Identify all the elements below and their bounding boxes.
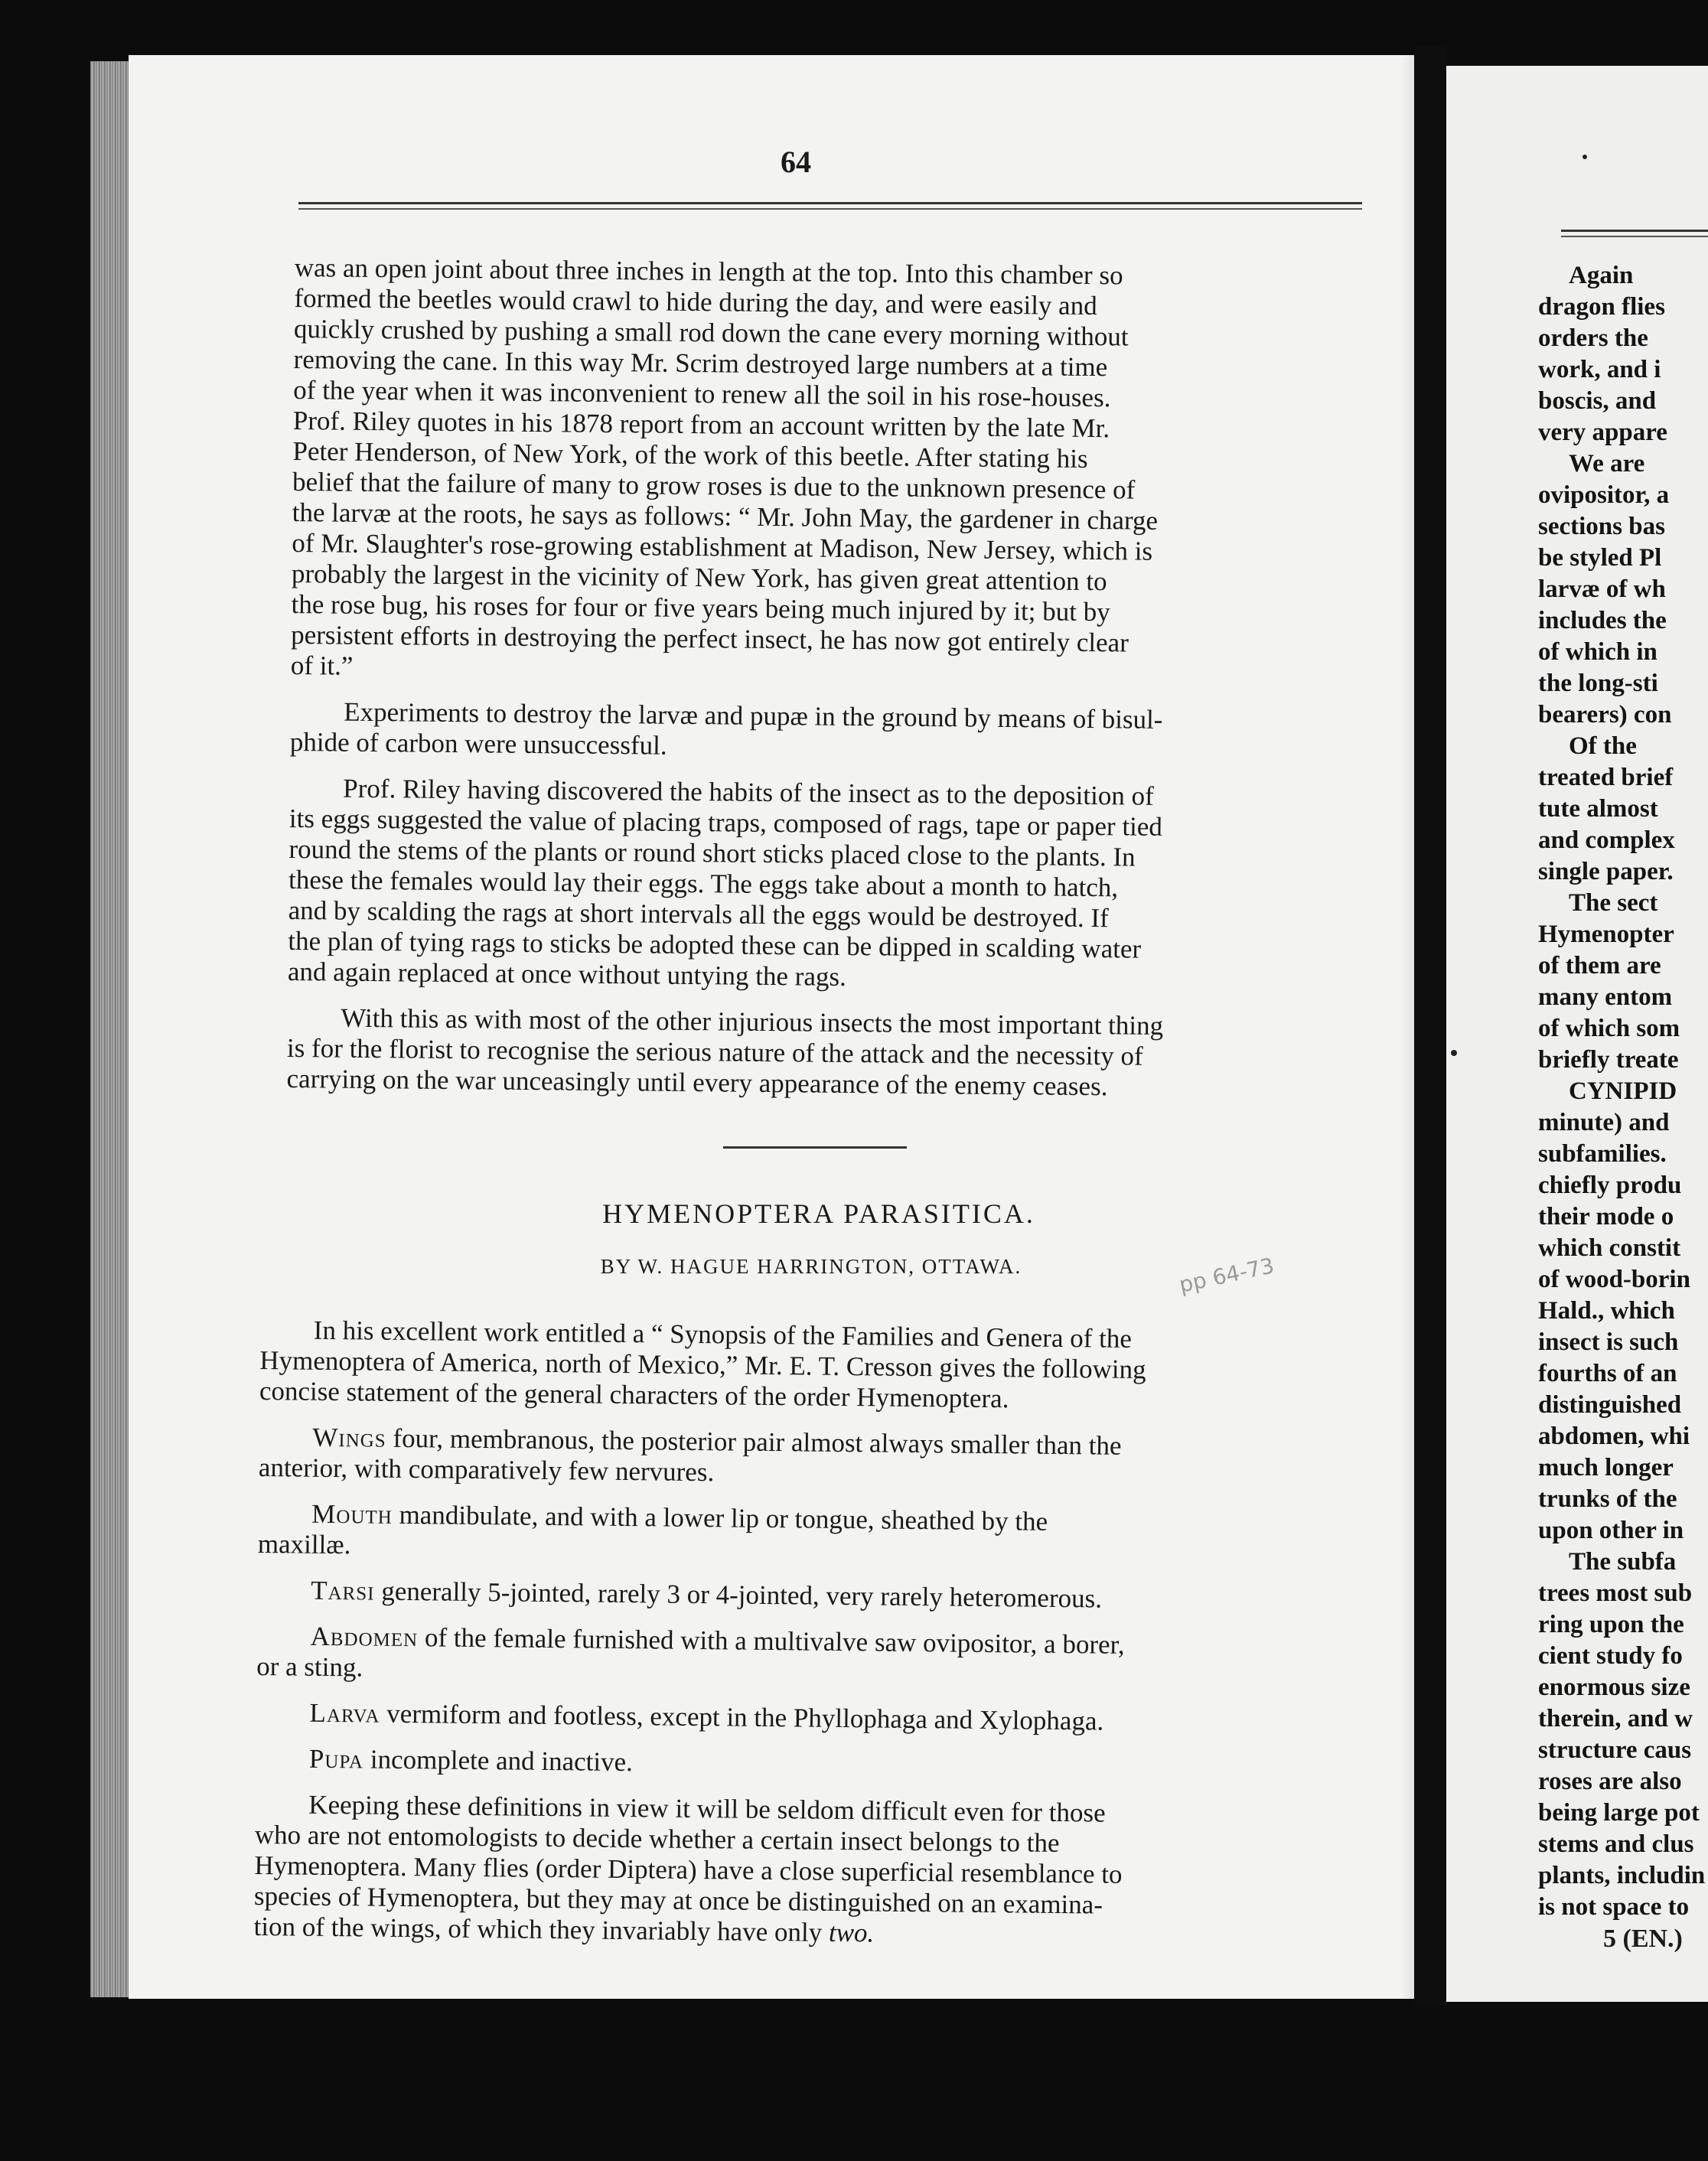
right-page-line: Of the — [1569, 732, 1637, 760]
body-line: was an open joint about three inches in length at the top. Into this chamber so — [294, 253, 1123, 291]
right-page-line: which constit — [1538, 1234, 1681, 1262]
right-page-line: therein, and w — [1538, 1705, 1693, 1732]
body-line: Peter Henderson, of New York, of the work of this beetle. After stating his — [292, 435, 1088, 474]
right-page-line: the long-sti — [1538, 670, 1658, 697]
right-page-line: very appare — [1538, 419, 1667, 446]
definition-term: Wings — [312, 1422, 386, 1453]
right-page-line: many entom — [1538, 983, 1673, 1011]
article-body — [253, 1315, 1347, 1954]
body-line: persistent efforts in destroying the perfect insect, he has now got entirely clear — [291, 619, 1129, 658]
body-line: round the stems of the plants or round short sticks placed close to the plants. In — [288, 833, 1136, 872]
closing-line: Keeping these definitions in view it will be seldom difficult even for those — [308, 1789, 1106, 1828]
definition-text: four, membranous, the posterior pair almost always smaller than the — [393, 1423, 1122, 1461]
definition-pupa — [256, 1743, 1342, 1785]
right-page-line: ovipositor, a — [1538, 481, 1670, 509]
right-page-line: much longer — [1538, 1454, 1674, 1481]
book-gutter — [1414, 46, 1446, 2005]
definition-term: Tarsi — [311, 1575, 375, 1606]
closing-line: species of Hymenoptera, but they may at once be distinguished on an examina- — [253, 1880, 1103, 1920]
page-speck — [1451, 1050, 1457, 1056]
right-header-rule — [1561, 230, 1708, 237]
intro-line: In his excellent work entitled a “ Synopsis of the Families and Genera of the — [313, 1315, 1133, 1354]
italic-word: two. — [828, 1917, 875, 1948]
right-page-line: We are — [1569, 450, 1645, 478]
definition-tarsi — [257, 1575, 1344, 1617]
definition-text: of the female furnished with a multivalve saw ovipositor, a borer, — [424, 1622, 1125, 1660]
body-line: Prof. Riley quotes in his 1878 report from an account written by the late Mr. — [292, 405, 1110, 444]
right-page-line: subfamilies. — [1538, 1140, 1667, 1168]
page-speck — [1583, 155, 1587, 159]
right-page-line: sections bas — [1538, 513, 1665, 540]
right-page-line: plants, includin — [1538, 1862, 1706, 1889]
right-page-line: stems and clus — [1538, 1830, 1694, 1858]
right-page-line: fourths of an — [1538, 1360, 1677, 1387]
right-page-line: treated brief — [1538, 764, 1674, 791]
right-page-line: be styled Pl — [1538, 544, 1662, 572]
body-line: phide of carbon were unsuccessful. — [289, 726, 667, 761]
body-line: belief that the failure of many to grow roses is due to the unknown presence of — [292, 466, 1136, 505]
body-line: and by scalding the rags at short intervals all the eggs would be destroyed. If — [288, 895, 1109, 934]
definition-term: Abdomen — [310, 1621, 419, 1653]
right-page-line: boscis, and — [1538, 387, 1657, 415]
article-byline: BY W. HAGUE HARRINGTON, OTTAWA. — [600, 1255, 1022, 1278]
right-page-line: Hymenopter — [1538, 921, 1674, 948]
right-page-line: Hald., which — [1538, 1297, 1675, 1325]
definition-text: vermiform and footless, except in the Phyllophaga and Xylophaga. — [386, 1698, 1104, 1736]
body-line: its eggs suggested the value of placing traps, composed of rags, tape or paper tied — [288, 803, 1163, 842]
body-line: the rose bug, his roses for four or five years being much injured by it; but by — [291, 588, 1110, 627]
right-page-line: upon other in — [1538, 1517, 1684, 1544]
body-line: With this as with most of the other injurious insects the most important thing — [341, 1002, 1164, 1041]
body-line: formed the beetles would crawl to hide during the day, and were easily and — [294, 282, 1097, 321]
right-page-line: distinguished — [1538, 1391, 1682, 1419]
right-page-line: cient study fo — [1538, 1642, 1683, 1670]
right-page-line: chiefly produ — [1538, 1172, 1682, 1199]
right-page-line: abdomen, whi — [1538, 1423, 1690, 1450]
body-line: the plan of tying rags to sticks be adopted these can be dipped in scalding water — [288, 925, 1142, 964]
right-page-line: trunks of the — [1538, 1485, 1677, 1513]
page-number: 64 — [781, 145, 811, 179]
right-page-line: includes the — [1538, 607, 1667, 634]
right-page-line: single paper. — [1538, 858, 1674, 885]
definition-text: incomplete and inactive. — [370, 1744, 634, 1778]
intro-line: Hymenoptera of America, north of Mexico,” Mr. E. T. Cresson gives the following — [259, 1345, 1146, 1385]
definition-term: Pupa — [308, 1743, 364, 1775]
right-page-line: is not space to — [1538, 1893, 1690, 1921]
body-line: and again replaced at once without untying the rags. — [287, 956, 847, 992]
body-line: probably the largest in the vicinity of New York, has given great attention to — [291, 558, 1107, 597]
right-page-line: their mode o — [1538, 1203, 1674, 1230]
body-line: the larvæ at the roots, he says as follows: “ Mr. John May, the gardener in charge — [292, 497, 1159, 536]
right-page-line: dragon flies — [1538, 293, 1665, 321]
continued-article-text — [286, 253, 1359, 1104]
intro-line: concise statement of the general characters of the order Hymenoptera. — [259, 1375, 1009, 1414]
definition-term: Mouth — [311, 1498, 393, 1530]
right-page-line: tute almost — [1538, 795, 1658, 823]
body-line: removing the cane. In this way Mr. Scrim destroyed large numbers at a time — [293, 344, 1108, 383]
pencil-annotation: pp 64-73 — [1176, 1253, 1276, 1298]
body-line: Prof. Riley having discovered the habits of the insect as to the deposition of — [343, 773, 1154, 811]
right-page-line: enormous size — [1538, 1674, 1690, 1701]
body-line: Experiments to destroy the larvæ and pupæ in the ground by means of bisul- — [344, 696, 1163, 735]
right-page-text — [1538, 260, 1708, 1923]
closing-line: Hymenoptera. Many flies (order Diptera) have a close superficial resemblance to — [254, 1850, 1123, 1889]
right-page-line: of which som — [1538, 1015, 1680, 1042]
right-page-line: CYNIPID — [1569, 1077, 1677, 1105]
body-line: of Mr. Slaughter's rose-growing establishment at Madison, New Jersey, which is — [292, 527, 1153, 566]
closing-line: tion of the wings, of which they invariably have only — [253, 1911, 823, 1948]
definition-text: mandibulate, and with a lower lip or tongue, sheathed by the — [399, 1499, 1048, 1537]
definition-line: or a sting. — [256, 1651, 363, 1683]
right-page-line: insect is such — [1538, 1328, 1679, 1356]
article-title: HYMENOPTERA PARASITICA. — [602, 1198, 1035, 1229]
right-page-line: orders the — [1538, 324, 1648, 352]
right-page-line: roses are also — [1538, 1768, 1682, 1795]
right-page-line: of wood-borin — [1538, 1266, 1690, 1293]
right-page-line: ring upon the — [1538, 1611, 1684, 1638]
definition-larva — [256, 1697, 1342, 1739]
right-page-line: of which in — [1538, 638, 1657, 666]
right-page-line: minute) and — [1538, 1109, 1670, 1136]
section-divider — [723, 1146, 907, 1149]
definition-text: generally 5-jointed, rarely 3 or 4-jointed, very rarely heteromerous. — [381, 1576, 1103, 1614]
body-line: these the females would lay their eggs. The eggs take about a month to hatch, — [288, 864, 1119, 903]
right-page-line: bearers) con — [1538, 701, 1672, 728]
body-line: of the year when it was inconvenient to renew all the soil in his rose-houses. — [293, 374, 1111, 413]
body-line: is for the florist to recognise the serious nature of the attack and the necessity of — [286, 1032, 1143, 1071]
right-page-line: and complex — [1538, 826, 1675, 854]
right-page-line: of them are — [1538, 952, 1661, 979]
definition-line: maxillæ. — [257, 1528, 351, 1560]
right-page-line: larvæ of wh — [1538, 575, 1666, 603]
body-line: quickly crushed by pushing a small rod down the cane every morning without — [293, 313, 1129, 352]
closing-line: who are not entomologists to decide whether a certain insect belongs to the — [254, 1819, 1060, 1858]
right-page-line: briefly treate — [1538, 1046, 1679, 1074]
right-page-line: trees most sub — [1538, 1579, 1693, 1607]
right-page-line: structure caus — [1538, 1736, 1692, 1764]
body-line: of it.” — [290, 650, 354, 681]
body-line: carrying on the war unceasingly until every appearance of the enemy ceases. — [286, 1063, 1108, 1102]
right-page-line: being large pot — [1538, 1799, 1700, 1827]
right-page-line: work, and i — [1538, 356, 1661, 383]
right-page-line: The subfa — [1569, 1548, 1677, 1576]
definition-term: Larva — [309, 1697, 380, 1729]
right-page-line: The sect — [1569, 889, 1658, 917]
signature-mark: 5 (EN.) — [1603, 1925, 1683, 1953]
header-rule — [298, 202, 1362, 210]
right-page-line: Again — [1569, 262, 1634, 289]
definition-line: anterior, with comparatively few nervures. — [258, 1452, 715, 1488]
